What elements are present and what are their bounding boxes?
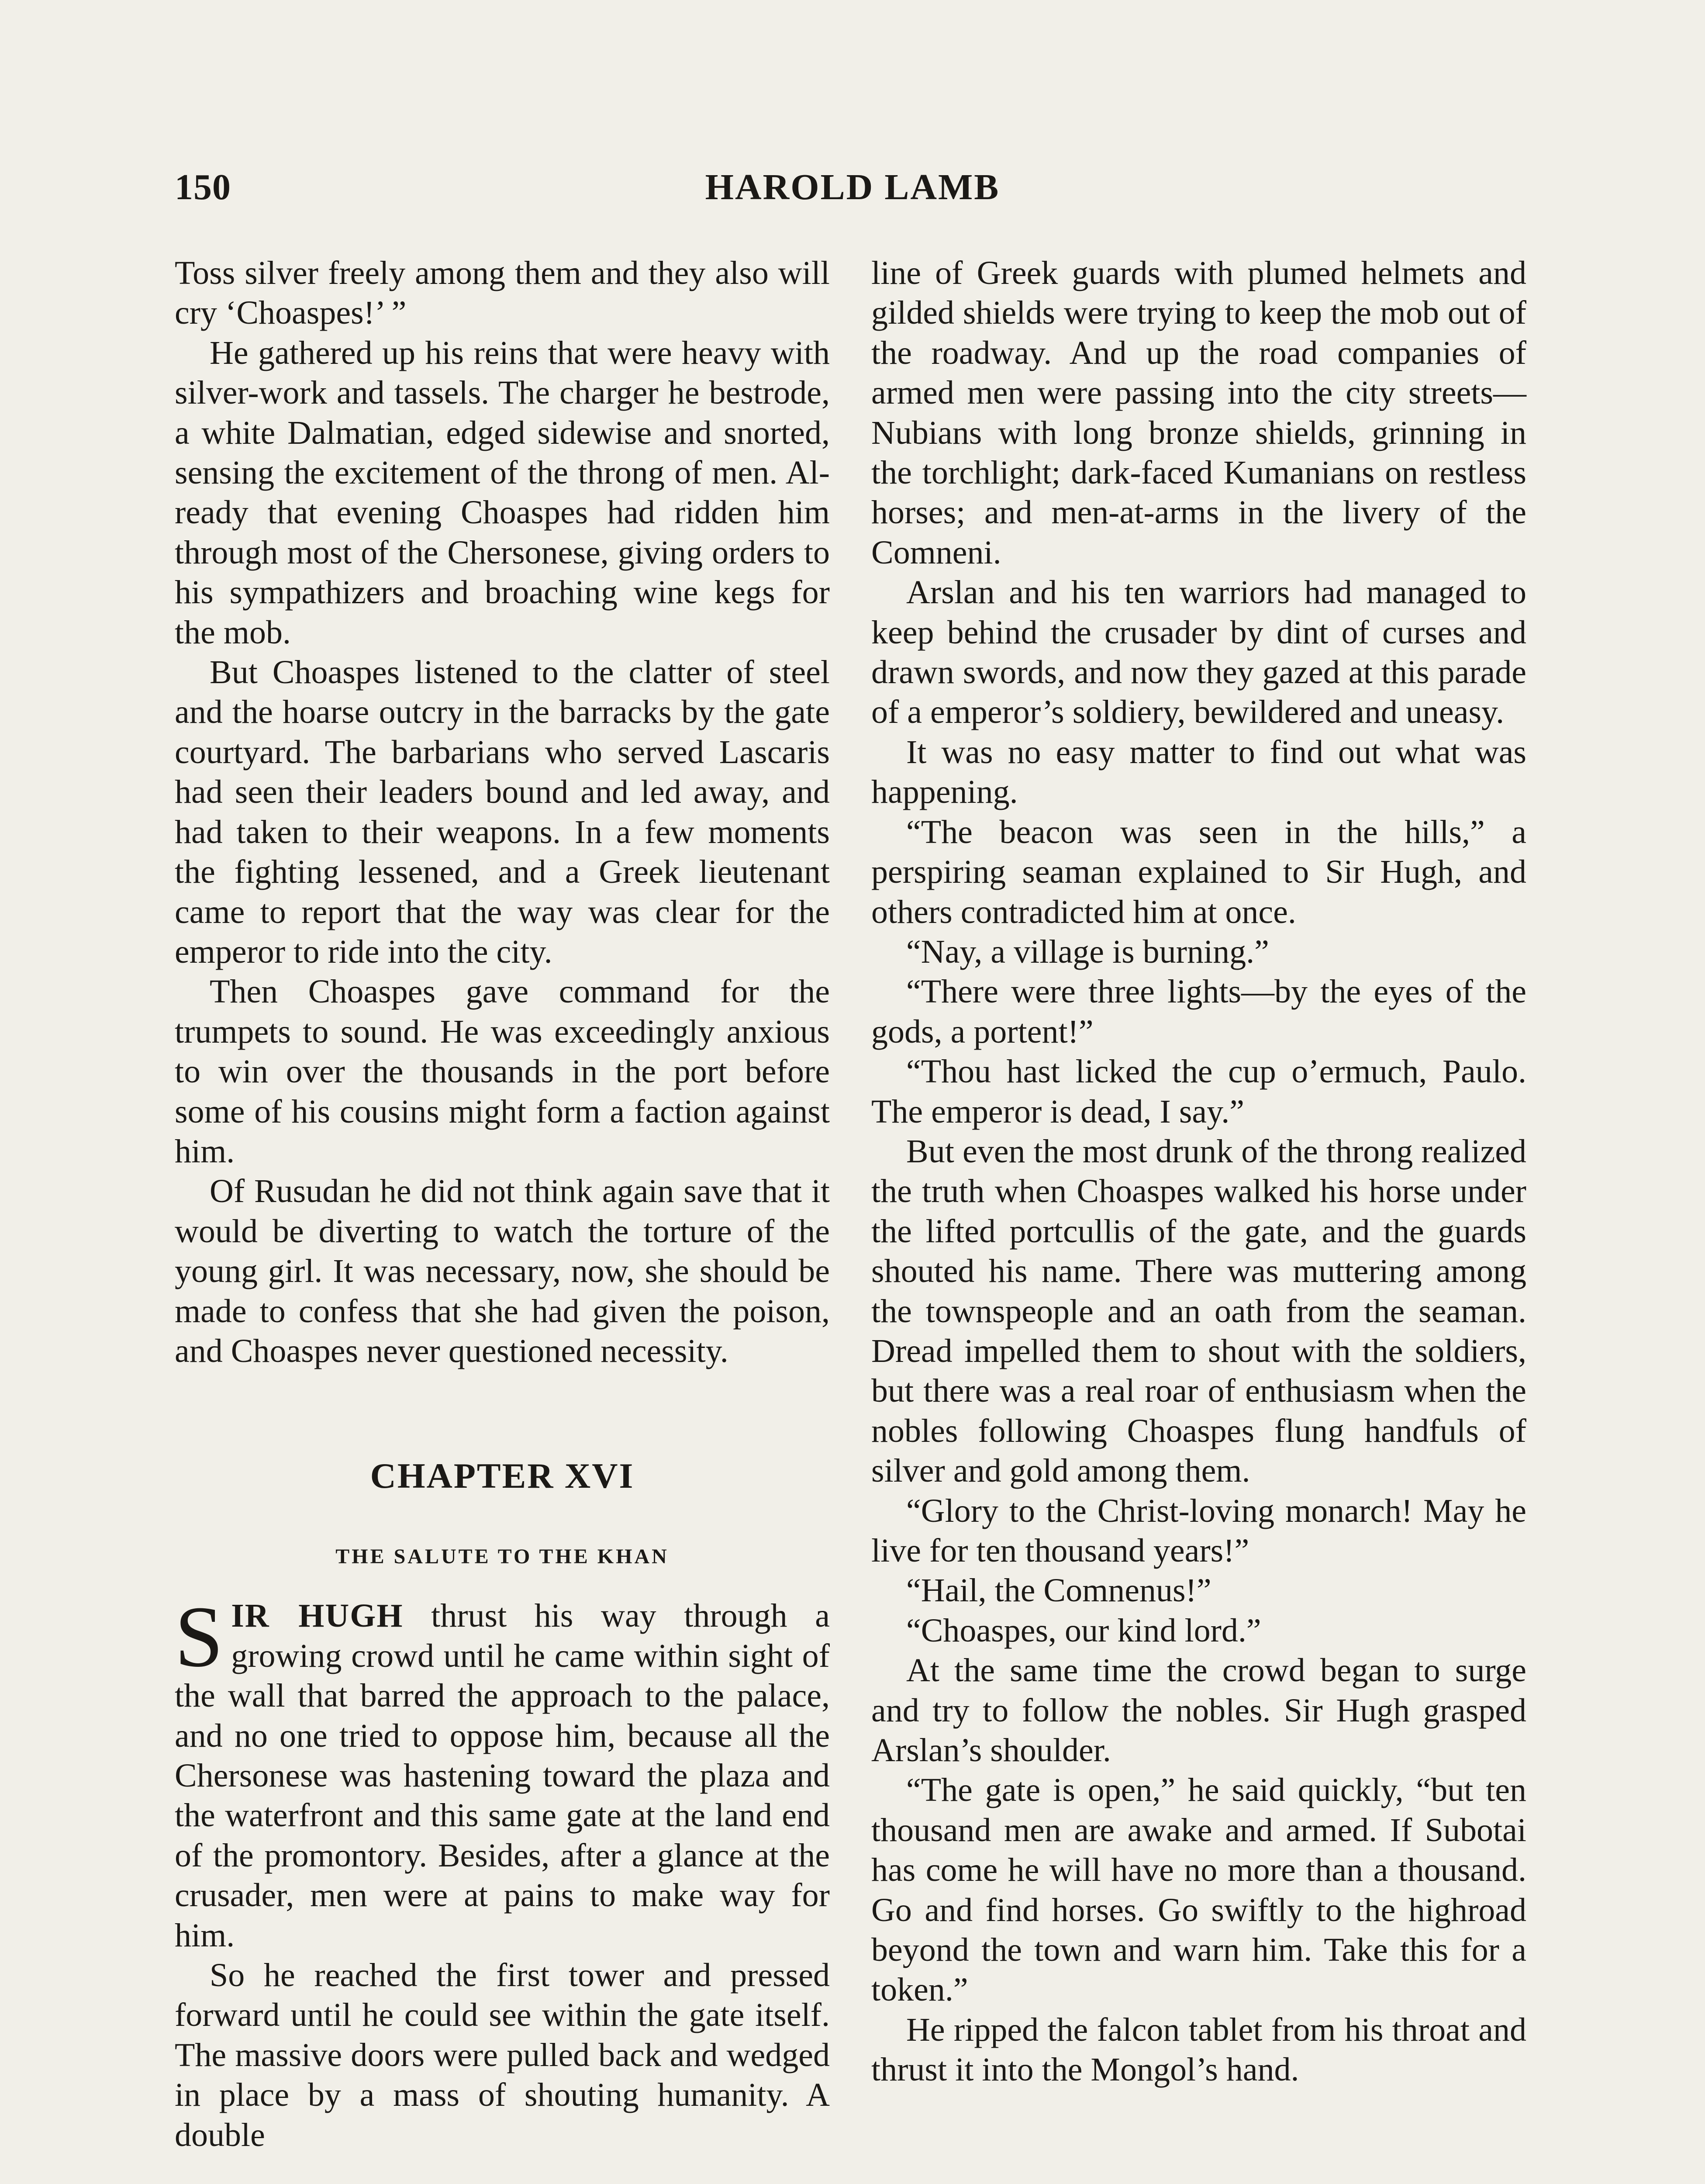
- paragraph: He ripped the falcon tablet from his throat and thrust it into the Mongol’s hand.: [871, 2011, 1526, 2088]
- paragraph: Then Choaspes gave command for the trumpets to sound. He was exceedingly anxious to win over the thousands in the port before some of his cousins might form a faction against him.: [175, 973, 830, 1170]
- paragraph: It was no easy matter to find out what was happening.: [871, 733, 1526, 811]
- paragraph: “Choaspes, our kind lord.”: [906, 1612, 1261, 1649]
- paragraph: “The beacon was seen in the hills,” a perspiring seaman explained to Sir Hugh, and others contradicted him at once.: [871, 813, 1526, 930]
- chapter-title: CHAPTER XVI: [370, 1456, 635, 1496]
- paragraph: But even the most drunk of the throng realized the truth when Choaspes walked his horse under the lifted portcullis of the gate, and the guards shouted his name. There was muttering among the townspeople and an oath from the seaman. Dread impelled them to shout with the soldiers, but there was a real roar of enthusiasm when the nobles following Choaspes flung handfuls of silver and gold among them.: [871, 1133, 1526, 1489]
- page-number: 150: [175, 167, 231, 207]
- running-head: HAROLD LAMB: [705, 167, 1000, 207]
- paragraph: He gathered up his reins that were heavy with silver-work and tassels. The charger he bestrode, a white Dalmatian, edged sidewise and snorted, sensing the excitement of the throng of men. Already that evening Choaspes had ridden him through most of the Chersonese, giving orders to his sympathizers and broaching wine kegs for the mob.: [175, 334, 830, 651]
- paragraph: Of Rusudan he did not think again save that it would be diverting to watch the torture of the young girl. It was necessary, now, she should be made to confess that she had given the poison, and Choaspes never questioned necessity.: [175, 1173, 830, 1369]
- drop-cap: S: [175, 1589, 224, 1686]
- right-column: [871, 253, 1526, 2090]
- chapter-opening-paragraph: [175, 1589, 830, 1956]
- paragraph: “Glory to the Christ-loving monarch! May he live for ten thousand years!”: [871, 1492, 1526, 1569]
- chapter-subtitle: THE SALUTE TO THE KHAN: [335, 1545, 669, 1569]
- paragraph: Arslan and his ten warriors had managed to keep behind the crusader by dint of curses and drawn swords, and now they gazed at this parade of a emperor’s soldiery, bewildered and uneasy.: [871, 574, 1526, 731]
- paragraph: line of Greek guards with plumed helmets and gilded shields were trying to keep the mob out of the roadway. And up the road companies of armed men were passing into the city streets—Nubians with long bronze shields, grinning in the torchlight; dark-faced Kumanians on restless horses; and men-at-arms in the livery of the Comneni.: [871, 255, 1526, 571]
- opening-text: thrust his way through a growing crowd until he came within sight of the wall that barred the approach to the palace, and no one tried to oppose him, because all the Chersonese was hastening toward the plaza and the waterfront and this same gate at the land end of the promontory. Besides, after a glance at the crusader, men were at pains to make way for him.: [175, 1597, 830, 1954]
- paragraph: So he reached the first tower and pressed forward until he could see within the gate itself. The massive doors were pulled back and wedged in place by a mass of shouting humanity. A double: [175, 1957, 830, 2153]
- lead-words: IR HUGH: [231, 1597, 404, 1635]
- paragraph: “Thou hast licked the cup o’ermuch, Paulo. The emperor is dead, I say.”: [871, 1053, 1526, 1130]
- left-column: [175, 253, 830, 2155]
- paragraph: “Hail, the Comnenus!”: [906, 1572, 1211, 1609]
- paragraph: “There were three lights—by the eyes of the gods, a portent!”: [871, 973, 1526, 1050]
- paragraph: But Choaspes listened to the clatter of steel and the hoarse outcry in the barracks by the gate courtyard. The barbarians who served Lascaris had seen their leaders bound and led away, and had taken to their weapons. In a few moments the fighting lessened, and a Greek lieutenant came to report that the way was clear for the emperor to ride into the city.: [175, 654, 830, 970]
- paragraph: “The gate is open,” he said quickly, “but ten thousand men are awake and armed. If Subotai has come he will have no more than a thousand. Go and find horses. Go swiftly to the highroad beyond the town and warn him. Take this for a token.”: [871, 1772, 1526, 2008]
- paragraph: Toss silver freely among them and they also will cry ‘Choaspes!’ ”: [175, 255, 830, 332]
- paragraph: At the same time the crowd began to surge and try to follow the nobles. Sir Hugh grasped Arslan’s shoulder.: [871, 1652, 1526, 1769]
- paragraph: “Nay, a village is burning.”: [906, 933, 1269, 970]
